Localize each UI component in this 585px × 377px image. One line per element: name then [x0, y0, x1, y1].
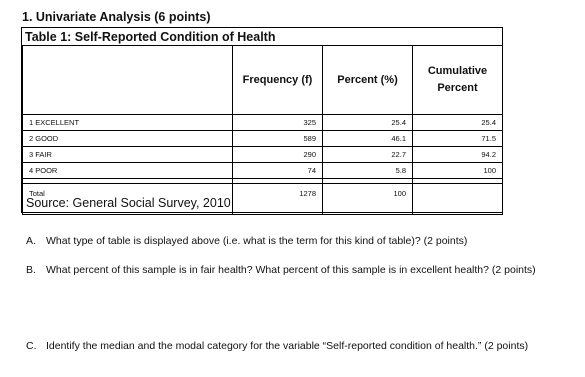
row-label: 1 EXCELLENT: [23, 115, 233, 131]
question-text: What type of table is displayed above (i.e. what is the term for this kind of table)? (2 points): [46, 235, 468, 247]
total-cumulative: [413, 184, 503, 215]
row-cumulative: 71.5: [413, 131, 503, 147]
table-row: [23, 163, 503, 179]
table-row: [23, 115, 503, 131]
row-cumulative: 94.2: [413, 147, 503, 163]
health-condition-table: [22, 45, 503, 215]
row-percent: 46.1: [323, 131, 413, 147]
section-heading: 1. Univariate Analysis (6 points): [22, 10, 211, 24]
row-label: 2 GOOD: [23, 131, 233, 147]
total-percent: 100: [323, 184, 413, 215]
question-letter: C.: [26, 340, 37, 352]
header-cumulative: Cumulative Percent: [413, 46, 503, 115]
row-frequency: 74: [233, 163, 323, 179]
total-frequency: 1278: [233, 184, 323, 215]
row-frequency: 290: [233, 147, 323, 163]
row-percent: 22.7: [323, 147, 413, 163]
row-label: 4 POOR: [23, 163, 233, 179]
header-percent: Percent (%): [323, 46, 413, 115]
question-letter: A.: [26, 235, 36, 247]
row-cumulative: 25.4: [413, 115, 503, 131]
row-frequency: 325: [233, 115, 323, 131]
table-row: [23, 131, 503, 147]
table-source: Source: General Social Survey, 2010: [26, 196, 231, 210]
header-frequency: Frequency (f): [233, 46, 323, 115]
question-letter: B.: [26, 264, 36, 276]
header-blank-cell: [23, 46, 233, 115]
total-label: Total: [23, 184, 233, 215]
row-label: 3 FAIR: [23, 147, 233, 163]
table-header-row: [23, 46, 503, 115]
table-container: [21, 27, 503, 213]
row-percent: 25.4: [323, 115, 413, 131]
table-caption: Table 1: Self-Reported Condition of Health: [25, 30, 276, 44]
table-row: [23, 147, 503, 163]
row-percent: 5.8: [323, 163, 413, 179]
question-text: Identify the median and the modal category for the variable “Self-reported condition of health.” (2 points): [46, 340, 529, 352]
question-text: What percent of this sample is in fair health? What percent of this sample is in excellent health? (2 points): [46, 264, 536, 276]
row-frequency: 589: [233, 131, 323, 147]
row-cumulative: 100: [413, 163, 503, 179]
